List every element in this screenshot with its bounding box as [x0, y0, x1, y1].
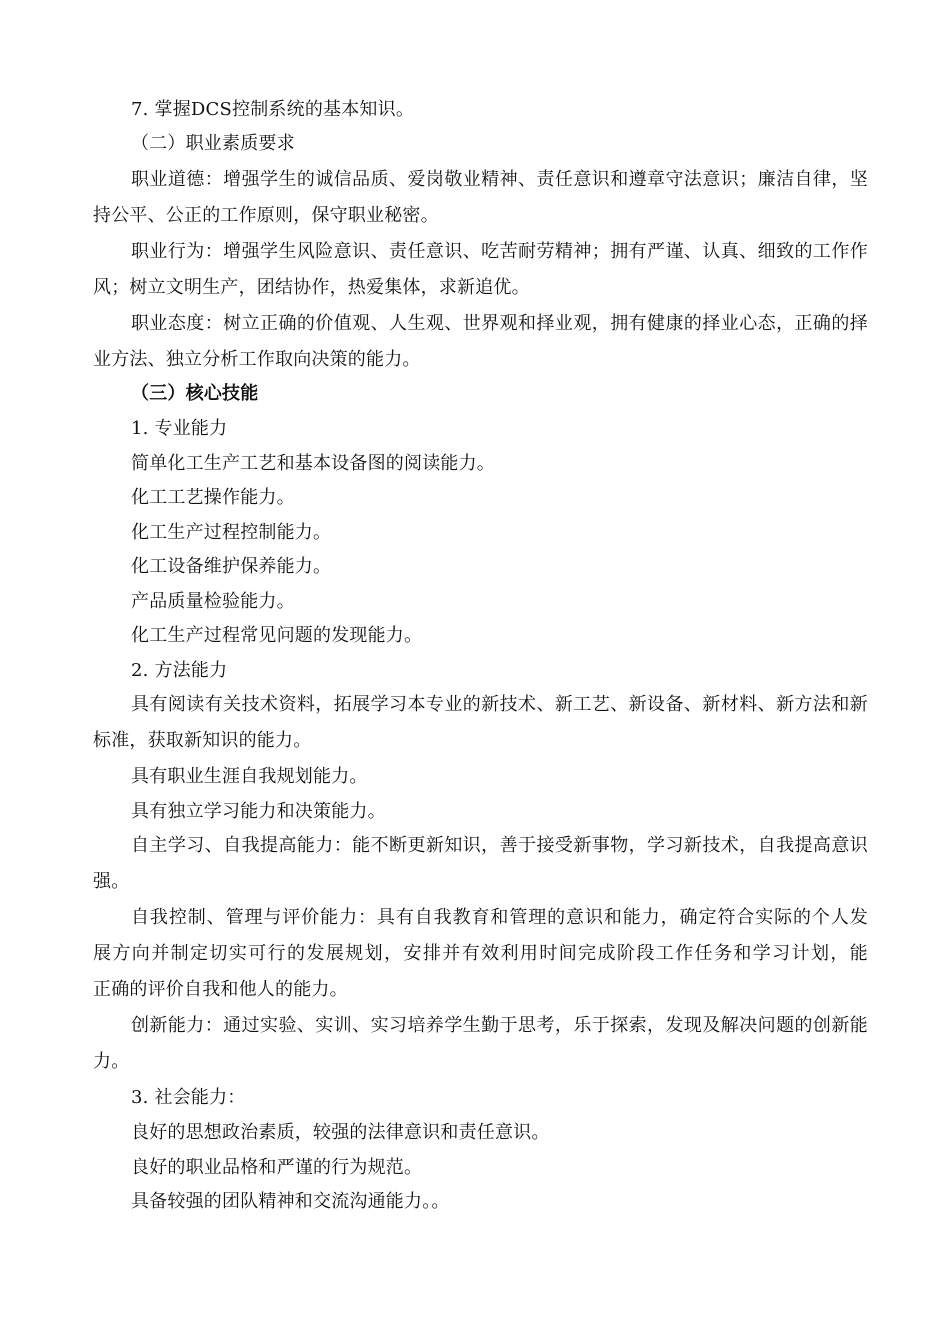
paragraph-self-control-line2: 展方向并制定切实可行的发展规划，安排并有效利用时间完成阶段工作任务和学习计划，能 — [93, 943, 868, 964]
paragraph-innovation-line2: 力。 — [93, 1051, 130, 1072]
list-item: 化工工艺操作能力。 — [131, 487, 295, 508]
subheading-professional-ability: 1. 专业能力 — [131, 418, 228, 439]
paragraph-reading-line1: 具有阅读有关技术资料，拓展学习本专业的新技术、新工艺、新设备、新材料、新方法和新 — [131, 694, 868, 715]
list-item: 具有独立学习能力和决策能力。 — [131, 801, 386, 822]
paragraph-self-learning-line1: 自主学习、自我提高能力：能不断更新知识，善于接受新事物，学习新技术，自我提高意识 — [131, 835, 868, 856]
paragraph-self-control-line3: 正确的评价自我和他人的能力。 — [93, 979, 348, 1000]
paragraph-self-learning-line2: 强。 — [93, 871, 130, 892]
list-item: 简单化工生产工艺和基本设备图的阅读能力。 — [131, 453, 495, 474]
paragraph-self-control-line1: 自我控制、管理与评价能力：具有自我教育和管理的意识和能力，确定符合实际的个人发 — [131, 907, 868, 928]
list-item: 良好的思想政治素质，较强的法律意识和责任意识。 — [131, 1122, 550, 1143]
section-heading-core-skills: （三）核心技能 — [131, 383, 259, 404]
paragraph-reading-line2: 标准，获取新知识的能力。 — [93, 730, 312, 751]
section-heading-professional-quality: （二）职业素质要求 — [131, 133, 295, 154]
paragraph-attitude-line2: 业方法、独立分析工作取向决策的能力。 — [93, 349, 421, 370]
list-item: 化工生产过程常见问题的发现能力。 — [131, 625, 423, 646]
list-item-dcs: 7. 掌握DCS控制系统的基本知识。 — [131, 99, 415, 120]
list-item: 具有职业生涯自我规划能力。 — [131, 766, 368, 787]
list-item: 化工设备维护保养能力。 — [131, 556, 332, 577]
paragraph-behavior-line2: 风；树立文明生产，团结协作，热爱集体，求新追优。 — [93, 277, 530, 298]
paragraph-innovation-line1: 创新能力：通过实验、实训、实习培养学生勤于思考，乐于探索，发现及解决问题的创新能 — [131, 1015, 868, 1036]
paragraph-attitude-line1: 职业态度：树立正确的价值观、人生观、世界观和择业观，拥有健康的择业心态，正确的择 — [131, 313, 868, 334]
list-item: 化工生产过程控制能力。 — [131, 522, 332, 543]
paragraph-ethics-line2: 持公平、公正的工作原则，保守职业秘密。 — [93, 205, 439, 226]
subheading-social-ability: 3. 社会能力： — [131, 1087, 246, 1108]
list-item: 良好的职业品格和严谨的行为规范。 — [131, 1157, 423, 1178]
list-item: 具备较强的团队精神和交流沟通能力。。 — [131, 1191, 450, 1212]
paragraph-ethics-line1: 职业道德：增强学生的诚信品质、爱岗敬业精神、责任意识和遵章守法意识；廉洁自律，坚 — [131, 169, 868, 190]
list-item: 产品质量检验能力。 — [131, 591, 295, 612]
paragraph-behavior-line1: 职业行为：增强学生风险意识、责任意识、吃苦耐劳精神；拥有严谨、认真、细致的工作作 — [131, 241, 868, 262]
subheading-method-ability: 2. 方法能力 — [131, 660, 228, 681]
